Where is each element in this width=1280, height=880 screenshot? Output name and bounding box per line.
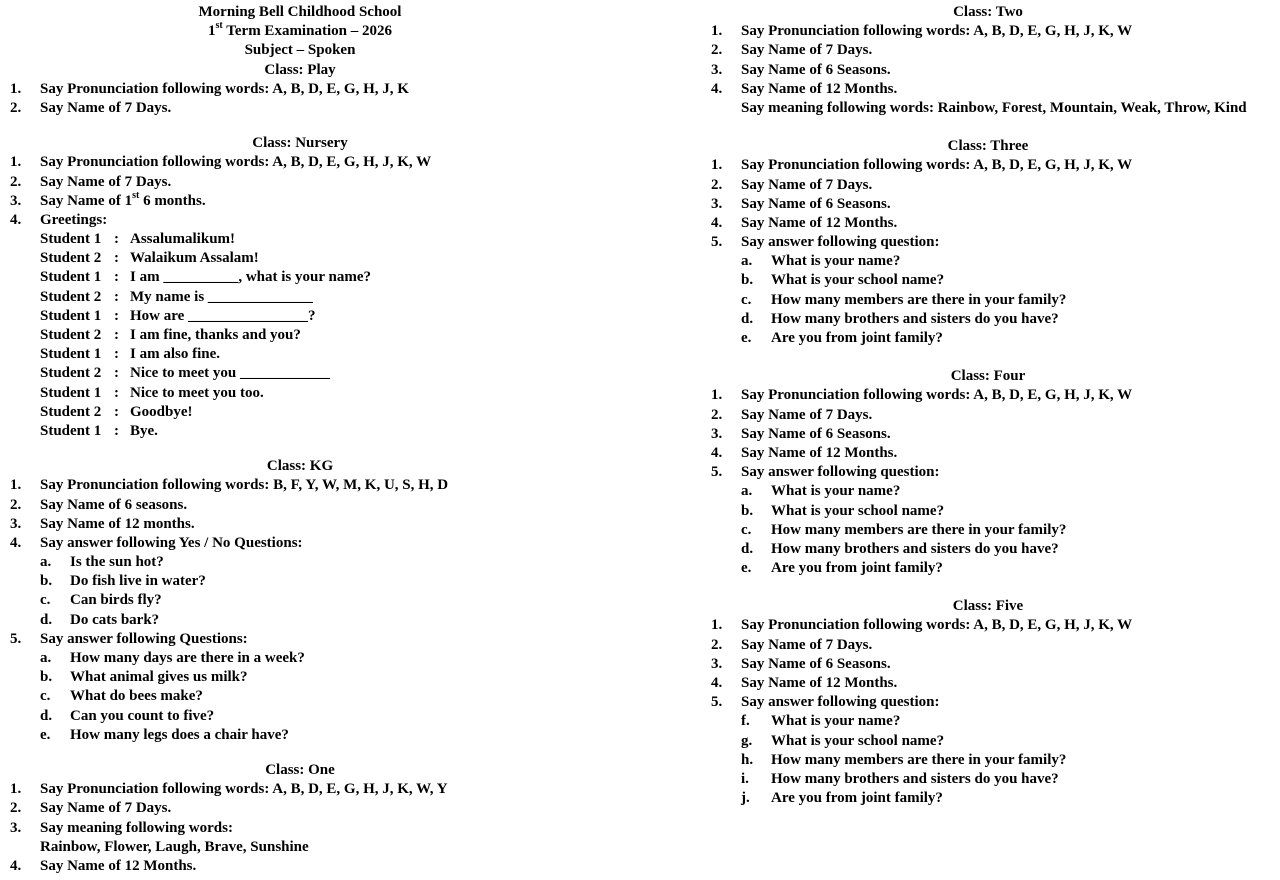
dialogue-colon: : xyxy=(114,422,119,439)
sub-question-letter: b. xyxy=(40,669,53,686)
item-number: 4. xyxy=(711,214,723,231)
exam-title xyxy=(0,22,600,41)
sub-question-letter: d. xyxy=(741,540,754,557)
list-item xyxy=(701,444,1275,463)
sub-question-letter: a. xyxy=(741,253,753,270)
class-four-questions xyxy=(701,482,1275,578)
item-text: Say Name of 7 Days. xyxy=(741,636,873,653)
item-text: Say Pronunciation following words: A, B, D, E, G, H, J, K, W xyxy=(741,157,1133,174)
sub-question-text: Is the sun hot? xyxy=(70,554,164,571)
list-item xyxy=(0,173,600,192)
sub-question xyxy=(701,271,1275,290)
dialogue-line xyxy=(0,249,600,268)
sub-question-letter: i. xyxy=(741,770,749,787)
dialogue-text: Nice to meet you ____________ xyxy=(130,365,330,382)
dialogue-speaker: Student 2 xyxy=(40,250,102,267)
list-item xyxy=(701,386,1275,405)
dialogue-text: I am also fine. xyxy=(130,346,220,363)
item-number: 3. xyxy=(711,425,723,442)
dialogue-text: Assalumalikum! xyxy=(130,231,236,248)
item-text: Say Name of 6 Seasons. xyxy=(741,195,891,212)
item-text: Say Pronunciation following words: B, F, Y, W, M, K, U, S, H, D xyxy=(40,477,449,494)
item-number: 2. xyxy=(711,406,723,423)
dialogue-text: Bye. xyxy=(130,422,158,439)
dialogue-speaker: Student 1 xyxy=(40,384,102,401)
item-text: Say Name of 6 Seasons. xyxy=(741,61,891,78)
item-text: Say meaning following words: Rainbow, Forest, Mountain, Weak, Throw, Kind xyxy=(741,99,1247,116)
sub-question xyxy=(701,252,1275,271)
dialogue-speaker: Student 2 xyxy=(40,403,102,420)
item-text: Say answer following Yes / No Questions: xyxy=(40,534,303,551)
item-number: 5. xyxy=(711,694,723,711)
sub-question-letter: c. xyxy=(40,592,51,609)
dialogue-colon: : xyxy=(114,231,119,248)
item-text: Say Pronunciation following words: A, B, D, E, G, H, J, K xyxy=(40,80,409,97)
dialogue-line xyxy=(0,307,600,326)
list-item xyxy=(0,476,600,495)
item-text: Say Name of 6 seasons. xyxy=(40,496,188,513)
dialogue-line xyxy=(0,384,600,403)
sub-question-letter: j. xyxy=(741,790,750,807)
sub-question-letter: b. xyxy=(741,272,754,289)
sub-question-letter: e. xyxy=(741,560,752,577)
item-number: 4. xyxy=(10,534,22,551)
list-item xyxy=(701,425,1275,444)
item-number: 1. xyxy=(711,617,723,634)
sub-question-text: Can you count to five? xyxy=(70,707,215,724)
sub-question-text: What is your school name? xyxy=(771,502,945,519)
sub-question xyxy=(0,707,600,726)
sub-question-letter: h. xyxy=(741,751,754,768)
dialogue-line xyxy=(0,403,600,422)
sub-question-text: Are you from joint family? xyxy=(771,330,943,347)
sub-question-letter: a. xyxy=(40,650,52,666)
dialogue-line xyxy=(0,268,600,287)
list-item xyxy=(701,195,1275,214)
term-ordinal: 1 xyxy=(208,23,216,40)
item-text: Say Name of 12 Months. xyxy=(741,214,898,231)
dialogue-colon: : xyxy=(114,288,119,305)
list-item xyxy=(701,463,1275,482)
dialogue-line xyxy=(0,230,600,249)
item-text: Say Name of 12 Months. xyxy=(40,857,197,874)
dialogue-line xyxy=(0,326,600,345)
sub-question-text: What is your school name? xyxy=(771,732,945,749)
dialogue-line xyxy=(0,345,600,364)
sub-question xyxy=(0,572,600,591)
word-list: Rainbow, Flower, Laugh, Brave, Sunshine xyxy=(40,838,309,855)
kg-questions xyxy=(0,649,600,745)
sub-question xyxy=(701,751,1275,770)
sub-question-letter: d. xyxy=(40,611,53,628)
item-text: Say answer following Questions: xyxy=(40,630,248,647)
dialogue-text: Goodbye! xyxy=(130,403,193,420)
sub-question-text: Can birds fly? xyxy=(70,592,162,609)
item-number: 1. xyxy=(711,387,723,404)
list-item xyxy=(701,22,1275,41)
sub-question-text: What animal gives us milk? xyxy=(70,669,248,686)
item-number: 2. xyxy=(10,800,22,817)
dialogue-text: I am __________, what is your name? xyxy=(130,269,371,286)
list-item xyxy=(701,406,1275,425)
list-item xyxy=(0,799,600,818)
dialogue-speaker: Student 2 xyxy=(40,365,102,382)
item-text: Say Name of 7 Days. xyxy=(741,406,873,423)
item-number: 1. xyxy=(711,23,723,40)
dialogue-text: How are ________________? xyxy=(130,307,316,324)
sub-question-letter: a. xyxy=(741,483,753,500)
list-item xyxy=(0,153,600,172)
list-item xyxy=(0,857,600,876)
dialogue-text: Walaikum Assalam! xyxy=(130,250,259,267)
item-number: 2. xyxy=(711,636,723,653)
sub-question-text: How many legs does a chair have? xyxy=(70,726,289,743)
item-text: Say Name of 12 months. xyxy=(40,515,195,532)
sub-question-letter: c. xyxy=(741,291,752,308)
item-text: Say Name of 12 Months. xyxy=(741,80,898,97)
list-item xyxy=(0,780,600,799)
item-number: 2. xyxy=(10,496,22,513)
sub-question-text: Are you from joint family? xyxy=(771,790,943,807)
class-five-questions xyxy=(701,712,1275,808)
kg-yesno-questions xyxy=(0,553,600,630)
sub-question xyxy=(701,291,1275,310)
class-play-title: Class: Play xyxy=(264,61,336,78)
sub-question xyxy=(701,712,1275,731)
item-text: Say Name of 12 Months. xyxy=(741,444,898,461)
item-number: 2. xyxy=(711,176,723,193)
class-four-title: Class: Four xyxy=(950,368,1026,385)
item-text: Say Name of 7 Days. xyxy=(741,42,873,59)
item-text: Say Name of 7 Days. xyxy=(40,800,172,817)
dialogue-colon: : xyxy=(114,403,119,420)
dialogue-speaker: Student 1 xyxy=(40,231,102,248)
sub-question-letter: c. xyxy=(40,688,51,705)
item-number: 1. xyxy=(10,781,22,798)
sub-question xyxy=(701,732,1275,751)
item-number: 5. xyxy=(711,234,723,251)
item-text-pre: Say Name of 1 xyxy=(40,192,133,209)
item-number: 3. xyxy=(711,195,723,212)
sub-question xyxy=(701,559,1275,578)
right-column xyxy=(701,0,1275,808)
item-text: Say Name of 7 Days. xyxy=(40,173,172,190)
item-text: Say Pronunciation following words: A, B, D, E, G, H, J, K, W xyxy=(741,617,1133,634)
sub-question-text: Do cats bark? xyxy=(70,611,160,628)
item-number: 2. xyxy=(10,173,22,190)
item-number: 4. xyxy=(711,444,723,461)
class-five-title: Class: Five xyxy=(952,598,1024,615)
class-kg-title: Class: KG xyxy=(266,458,334,475)
sub-question xyxy=(0,649,600,668)
sub-question-letter: b. xyxy=(741,502,754,519)
list-item xyxy=(701,616,1275,635)
sub-question-letter: d. xyxy=(741,310,754,327)
list-item xyxy=(0,189,600,211)
dialogue-colon: : xyxy=(114,365,119,382)
dialogue-text: I am fine, thanks and you? xyxy=(130,327,301,343)
list-item xyxy=(701,674,1275,693)
sub-question-letter: e. xyxy=(40,726,51,743)
sub-question-text: Do fish live in water? xyxy=(70,573,206,590)
class-one-items xyxy=(0,780,600,838)
dialogue-colon: : xyxy=(114,346,119,363)
class-three-questions xyxy=(701,252,1275,348)
item-text: Say Name of 7 Days. xyxy=(741,176,873,193)
list-item xyxy=(701,156,1275,175)
sub-question-text: What is your school name? xyxy=(771,272,945,289)
list-item xyxy=(701,233,1275,252)
list-item xyxy=(0,496,600,515)
list-item-continuation xyxy=(0,838,600,857)
dialogue-text: Nice to meet you too. xyxy=(130,384,264,401)
class-one-title: Class: One xyxy=(265,761,335,778)
list-item xyxy=(0,819,600,838)
item-number: 1. xyxy=(10,154,22,171)
list-item xyxy=(701,636,1275,655)
class-nursery-title: Class: Nursery xyxy=(252,135,348,152)
item-number: 4. xyxy=(711,80,723,97)
dialogue-colon: : xyxy=(114,307,119,324)
item-number: 2. xyxy=(10,99,22,116)
dialogue-line xyxy=(0,364,600,383)
list-item xyxy=(701,80,1275,99)
sub-question xyxy=(0,591,600,610)
list-item xyxy=(701,214,1275,233)
sub-question-letter: a. xyxy=(40,554,52,571)
sub-question xyxy=(701,770,1275,789)
item-number: 3. xyxy=(10,819,22,836)
sub-question-text: How many brothers and sisters do you have? xyxy=(771,770,1059,787)
sub-question xyxy=(701,789,1275,808)
list-item xyxy=(0,80,600,99)
sub-question xyxy=(701,502,1275,521)
sub-question xyxy=(0,611,600,630)
item-text: Say Name of 12 Months. xyxy=(741,675,898,692)
item-number: 1. xyxy=(10,80,22,97)
item-text: Say Pronunciation following words: A, B, D, E, G, H, J, K, W, Y xyxy=(40,781,448,798)
sub-question xyxy=(0,668,600,687)
item-number: 4. xyxy=(10,211,22,228)
dialogue-colon: : xyxy=(114,269,119,286)
item-text: Say answer following question: xyxy=(741,464,940,481)
greetings-dialogue xyxy=(0,230,600,441)
item-number: 2. xyxy=(711,42,723,59)
class-two-items xyxy=(701,22,1275,99)
dialogue-speaker: Student 2 xyxy=(40,288,102,305)
term-ordinal-suffix: st xyxy=(215,20,223,32)
dialogue-speaker: Student 1 xyxy=(40,346,102,363)
dialogue-text: My name is ______________ xyxy=(130,288,313,305)
class-four-items xyxy=(701,386,1275,482)
sub-question xyxy=(701,310,1275,329)
sub-question xyxy=(0,726,600,745)
dialogue-line xyxy=(0,422,600,441)
list-item xyxy=(701,41,1275,60)
sub-question xyxy=(0,687,600,706)
sub-question-letter: d. xyxy=(40,707,53,724)
sub-question-letter: b. xyxy=(40,573,53,590)
list-item xyxy=(701,655,1275,674)
sub-question xyxy=(0,553,600,572)
list-item xyxy=(0,211,600,230)
school-name: Morning Bell Childhood School xyxy=(198,4,402,20)
sub-question-text: How many brothers and sisters do you have? xyxy=(771,540,1059,557)
list-item xyxy=(701,693,1275,712)
dialogue-speaker: Student 1 xyxy=(40,269,102,286)
item-text: Say Pronunciation following words: A, B, D, E, G, H, J, K, W xyxy=(40,154,432,171)
item-number: 5. xyxy=(711,464,723,481)
term-rest: Term Examination – 2026 xyxy=(222,23,392,40)
subject-title: Subject – Spoken xyxy=(244,42,356,59)
list-item xyxy=(0,630,600,649)
sub-question xyxy=(701,482,1275,501)
sub-question-text: How many brothers and sisters do you have? xyxy=(771,310,1059,327)
sub-question xyxy=(701,521,1275,540)
item-number: 3. xyxy=(711,655,723,672)
item-number: 1. xyxy=(10,477,22,494)
class-three-title: Class: Three xyxy=(947,138,1029,155)
item-number: 3. xyxy=(10,515,22,532)
dialogue-line xyxy=(0,288,600,307)
item-number: 4. xyxy=(10,857,22,874)
sub-question-letter: g. xyxy=(741,732,753,749)
sub-question-text: How many members are there in your family? xyxy=(771,751,1067,768)
sub-question-text: What do bees make? xyxy=(70,688,203,705)
sub-question xyxy=(701,540,1275,559)
left-column xyxy=(0,0,600,876)
item-text: Say meaning following words: xyxy=(40,819,233,836)
list-item xyxy=(701,61,1275,80)
item-text xyxy=(40,189,600,211)
class-nursery-items xyxy=(0,153,600,191)
item-text: Greetings: xyxy=(40,211,108,228)
ordinal-suffix: st xyxy=(132,189,140,201)
sub-question xyxy=(701,329,1275,348)
class-three-items xyxy=(701,156,1275,252)
item-text: Say Pronunciation following words: A, B, D, E, G, H, J, K, W xyxy=(741,387,1133,404)
sub-question-letter: f. xyxy=(741,713,750,730)
class-five-items xyxy=(701,616,1275,712)
list-item xyxy=(0,99,600,118)
dialogue-colon: : xyxy=(114,384,119,401)
item-text: Say Name of 6 Seasons. xyxy=(741,425,891,442)
list-item xyxy=(0,534,600,553)
sub-question-text: How many members are there in your family? xyxy=(771,521,1067,538)
list-item-meaning xyxy=(701,99,1275,118)
list-item xyxy=(0,515,600,534)
sub-question-text: What is your name? xyxy=(771,713,901,730)
sub-question-text: How many days are there in a week? xyxy=(70,650,305,666)
item-text: Say Name of 7 Days. xyxy=(40,99,172,116)
list-item xyxy=(701,176,1275,195)
sub-question-text: How many members are there in your family? xyxy=(771,291,1067,308)
dialogue-colon: : xyxy=(114,250,119,267)
class-kg-items xyxy=(0,476,600,553)
dialogue-speaker: Student 1 xyxy=(40,422,102,439)
item-text: Say Name of 6 Seasons. xyxy=(741,655,891,672)
sub-question-letter: e. xyxy=(741,330,752,347)
item-text: Say answer following question: xyxy=(741,234,940,251)
item-number: 5. xyxy=(10,630,22,647)
item-number: 3. xyxy=(10,192,22,209)
item-number: 1. xyxy=(711,157,723,174)
item-text: Say answer following question: xyxy=(741,694,940,711)
dialogue-colon: : xyxy=(114,327,119,343)
sub-question-text: What is your name? xyxy=(771,253,901,270)
class-two-title: Class: Two xyxy=(953,4,1023,20)
sub-question-text: Are you from joint family? xyxy=(771,560,943,577)
item-text-post: 6 months. xyxy=(139,192,206,209)
sub-question-letter: c. xyxy=(741,521,752,538)
item-number: 3. xyxy=(711,61,723,78)
sub-question-text: What is your name? xyxy=(771,483,901,500)
item-number: 4. xyxy=(711,675,723,692)
dialogue-speaker: Student 1 xyxy=(40,307,102,324)
dialogue-speaker: Student 2 xyxy=(40,327,102,343)
item-text: Say Pronunciation following words: A, B, D, E, G, H, J, K, W xyxy=(741,23,1133,40)
class-play-items xyxy=(0,80,600,118)
